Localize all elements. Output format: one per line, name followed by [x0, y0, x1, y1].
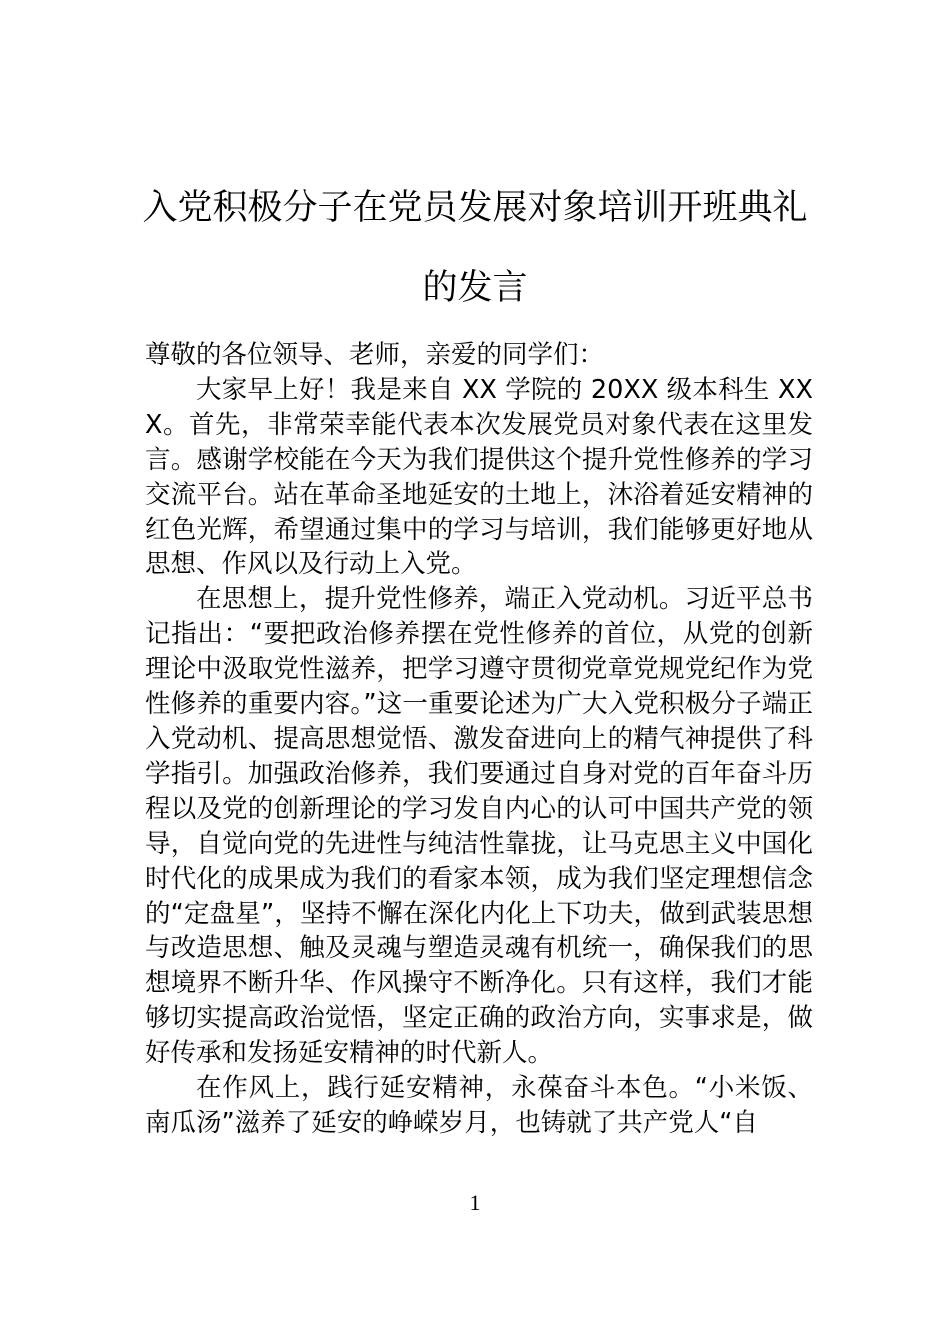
- page-number: 1: [469, 1190, 481, 1215]
- salutation: 尊敬的各位领导、老师，亲爱的同学们：: [145, 340, 605, 370]
- paragraph-style: 在作风上，践行延安精神，永葆奋斗本色。“小米饭、南瓜汤”滋养了延安的峥嵘岁月，也铸就了共产党人“自: [145, 1073, 813, 1138]
- document-body: [145, 338, 813, 1141]
- document-title: 入党积极分子在党员发展对象培训开班典礼的发言: [142, 188, 808, 308]
- paragraph-thought: 在思想上，提升党性修养，端正入党动机。习近平总书记指出：“要把政治修养摆在党性修养的首位，从党的创新理论中汲取党性滋养，把学习遵守贯彻党章党规党纪作为党性修养的重要内容。”这一重要论述为广大入党积极分子端正入党动机、提高思想觉悟、激发奋进向上的精气神提供了科学指引。加强政治修养，我们要通过自身对党的百年奋斗历程以及党的创新理论的学习发自内心的认可中国共产党的领导，自觉向党的先进性与纯洁性靠拢，让马克思主义中国化时代化的成果成为我们的看家本领，成为我们坚定理想信念的“定盘星”，坚持不懈在深化内化上下功夫，做到武装思想与改造思想、触及灵魂与塑造灵魂有机统一，确保我们的思想境界不断升华、作风操守不断净化。只有这样，我们才能够切实提高政治觉悟，坚定正确的政治方向，实事求是，做好传承和发扬延安精神的时代新人。: [145, 584, 813, 1069]
- paragraph-intro: 大家早上好！我是来自 XX 学院的 20XX 级本科生 XXX。首先，非常荣幸能代表本次发展党员对象代表在这里发言。感谢学校能在今天为我们提供这个提升党性修养的学习交流平台。站在革命圣地延安的土地上，沐浴着延安精神的红色光辉，希望通过集中的学习与培训，我们能够更好地从思想、作风以及行动上入党。: [145, 374, 813, 580]
